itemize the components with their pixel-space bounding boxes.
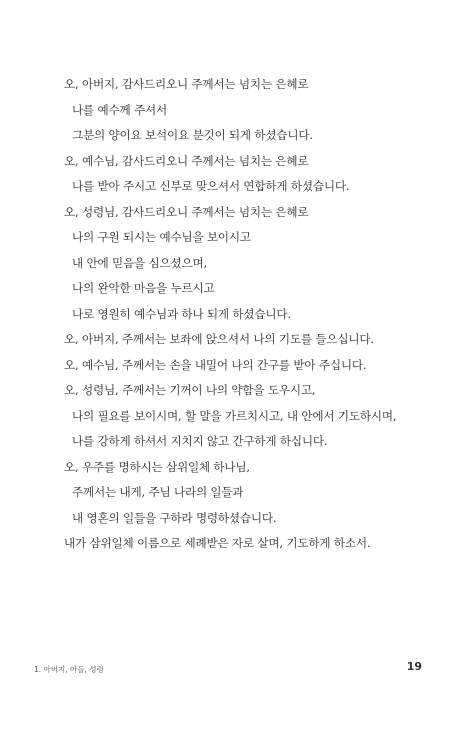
- prayer-line: 오, 아버지, 감사드리오니 주께서는 넘치는 은혜로: [64, 77, 309, 91]
- prayer-line: 나를 강하게 하셔서 지치지 않고 간구하게 하십니다.: [72, 434, 328, 448]
- prayer-line: 그분의 양이요 보석이요 분깃이 되게 하셨습니다.: [72, 128, 313, 142]
- prayer-line: 내 영혼의 일들을 구하라 명령하셨습니다.: [72, 510, 277, 525]
- prayer-text: [64, 72, 434, 557]
- prayer-line: 오, 우주를 명하시는 삼위일체 하나님,: [64, 459, 250, 474]
- prayer-line: 오, 예수님, 감사드리오니 주께서는 넘치는 은혜로: [64, 153, 309, 168]
- prayer-line: 오, 예수님, 주께서는 손을 내밀어 나의 간구를 받아 주십니다.: [64, 357, 367, 372]
- page-number: 19: [406, 660, 422, 673]
- prayer-line: 주께서는 내게, 주님 나라의 일들과: [72, 485, 244, 499]
- prayer-line: 나를 예수께 주셔서: [72, 102, 167, 117]
- prayer-line: 나로 영원히 예수님과 하나 되게 하셨습니다.: [72, 306, 291, 321]
- prayer-line: 오, 성령님, 감사드리오니 주께서는 넘치는 은혜로: [64, 204, 309, 219]
- prayer-line: 내가 삼위일체 이름으로 세례받은 자로 살며, 기도하게 하소서.: [64, 536, 371, 550]
- prayer-line: 내 안에 믿음을 심으셨으며,: [72, 255, 207, 270]
- prayer-line: 나의 필요를 보이시며, 할 말을 가르치시고, 내 안에서 기도하시며,: [72, 408, 397, 423]
- prayer-line: 나의 구원 되시는 예수님을 보이시고: [72, 230, 251, 244]
- running-footer-section: 1. 아버지, 아들, 성령: [34, 665, 104, 674]
- prayer-line: 오, 아버지, 주께서는 보좌에 앉으셔서 나의 기도를 들으십니다.: [64, 332, 374, 346]
- prayer-line: 나를 받아 주시고 신부로 맞으셔서 연합하게 하셨습니다.: [72, 179, 350, 193]
- prayer-line: 나의 완악한 마음을 누르시고: [72, 281, 215, 295]
- prayer-line: 오, 성령님, 주께서는 기꺼이 나의 약함을 도우시고,: [64, 383, 316, 397]
